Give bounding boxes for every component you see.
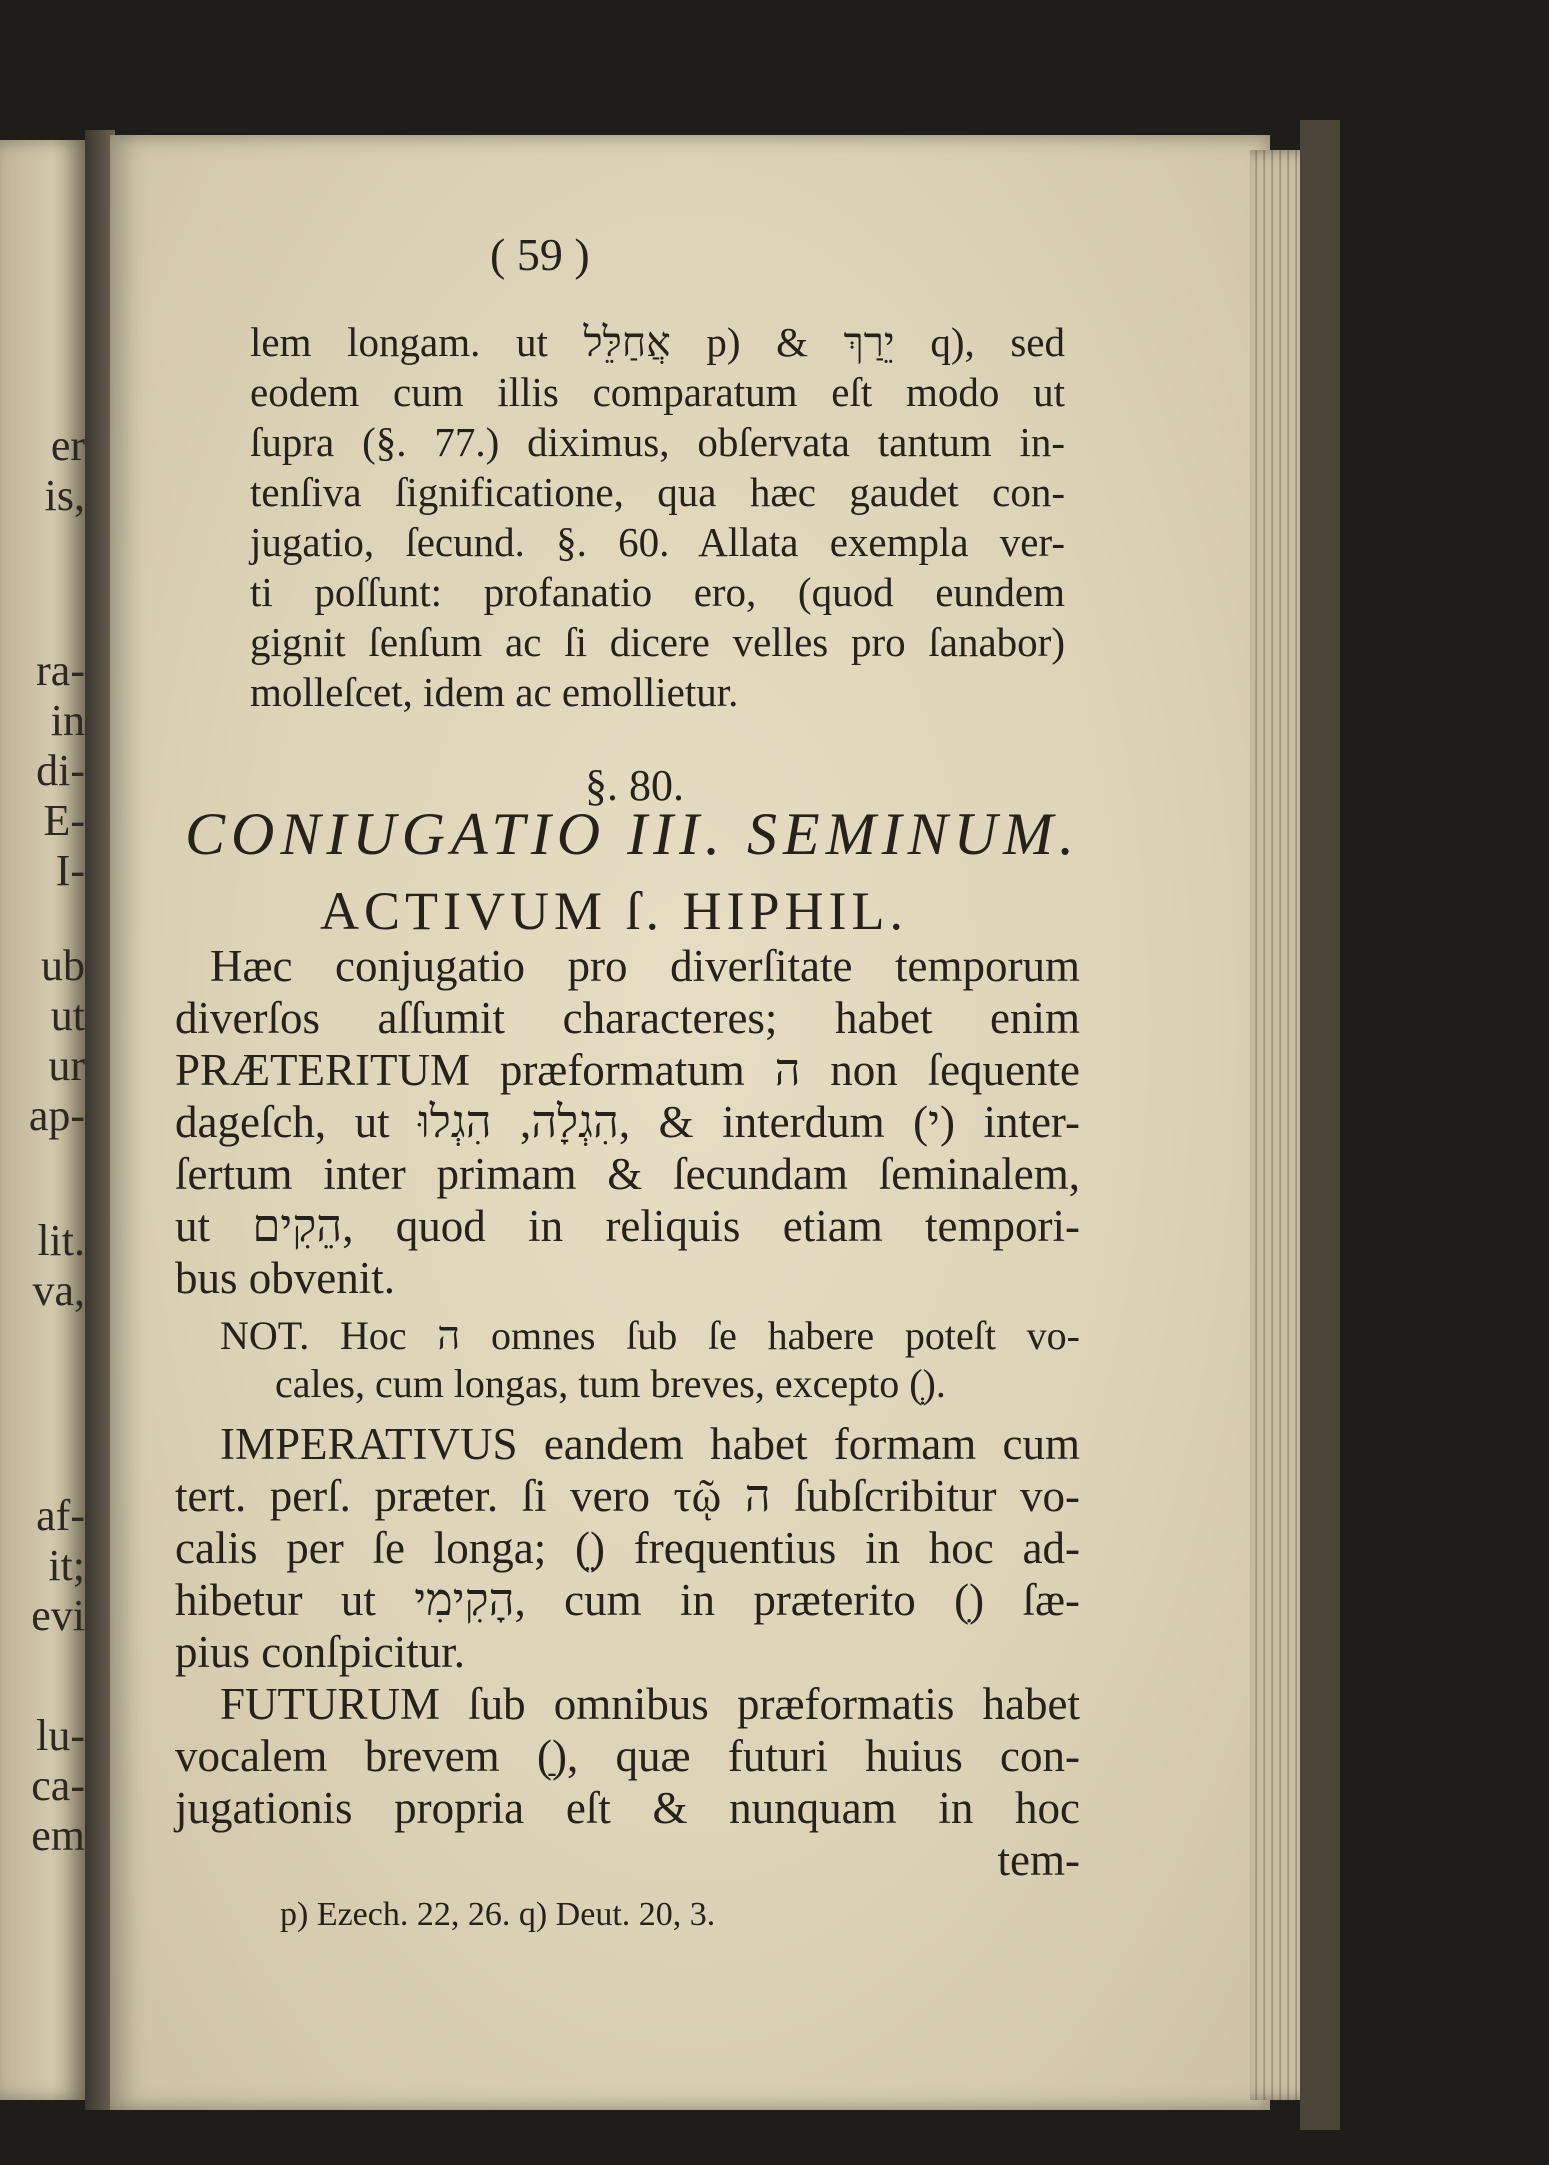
left-fragment: ra- (36, 646, 85, 695)
text-line: jugationis propria eſt & nunquam in hoc (175, 1783, 1080, 1833)
text-line: eodem cum illis comparatum eſt modo ut (250, 369, 1065, 415)
text-line: FUTURUM ſub omnibus præformatis habet (220, 1679, 1080, 1729)
left-fragment: er (50, 421, 85, 470)
section-number: §. 80. (585, 761, 684, 810)
text-line: jugatio, ſecund. §. 60. Allata exempla ver- (250, 519, 1065, 565)
footnotes: p) Ezech. 22, 26. q) Deut. 20, 3. (280, 1896, 716, 1933)
left-fragment: E- (43, 796, 85, 845)
text-line: molleſcet, idem ac emollietur. (250, 669, 739, 715)
text-line: hibetur ut הָקִימִי, cum in præterito (ִ) ſæ- (175, 1575, 1080, 1625)
text-line: ſertum inter primam & ſecundam ſeminalem, (175, 1149, 1080, 1199)
book-cover-edge (1300, 120, 1340, 2130)
left-fragment: is, (44, 471, 85, 520)
text-line: tert. perſ. præter. ſi vero τῷ ה ſubſcribitur vo- (175, 1471, 1080, 1521)
text-line: calis per ſe longa; (ֵ) frequentius in hoc ad- (175, 1523, 1080, 1573)
text-line: bus obvenit. (175, 1253, 395, 1303)
left-fragment: va, (32, 1266, 85, 1315)
left-fragment: af- (36, 1491, 85, 1540)
left-fragment: ub (41, 941, 85, 990)
catchword: tem- (997, 1835, 1080, 1885)
section-subheading: ACTIVUM ſ. HIPHIL. (320, 881, 908, 941)
text-line: ut הֵקִים, quod in reliquis etiam tempori- (175, 1201, 1080, 1251)
text-line: ti poſſunt: profanatio ero, (quod eundem (250, 569, 1065, 615)
left-fragment: lit. (37, 1216, 85, 1265)
text-line: ſupra (§. 77.) diximus, obſervata tantum in- (250, 419, 1065, 465)
left-fragment: lu- (36, 1711, 85, 1760)
left-fragment: ca- (31, 1761, 85, 1810)
section-heading: CONIUGATIO III. SEMINUM. (185, 801, 1080, 867)
left-fragment: evi (31, 1591, 85, 1640)
text-line: PRÆTERITUM præformatum ה non ſequente (175, 1045, 1080, 1095)
text-line: tenſiva ſignificatione, qua hæc gaudet con- (250, 469, 1065, 515)
text-line: pius conſpicitur. (175, 1627, 465, 1677)
left-fragment: I- (55, 846, 85, 895)
left-fragment: ut (50, 991, 85, 1040)
text-line: diverſos aſſumit characteres; habet enim (175, 993, 1080, 1043)
left-fragment: em (31, 1811, 85, 1860)
page-number: ( 59 ) (490, 229, 590, 280)
text-line: IMPERATIVUS eandem habet formam cum (220, 1419, 1080, 1469)
left-fragment: it; (48, 1541, 85, 1590)
left-page (0, 140, 85, 2100)
text-line: vocalem brevem (ַ), quæ futuri huius con- (175, 1731, 1080, 1781)
note-line: cales, cum longas, tum breves, excepto (ְ). (275, 1361, 946, 1406)
text-line: lem longam. ut אֲחַלֵּל p) & יֵרַךְ q), sed (250, 319, 1065, 365)
left-fragment: ur (48, 1041, 85, 1090)
left-fragment: in (50, 696, 85, 745)
text-line: Hæc conjugatio pro diverſitate temporum (210, 941, 1080, 991)
text-line: dageſch, ut הִגְלָה, הִגְלוּ, & interdum (י) inter- (175, 1097, 1080, 1147)
note-line: NOT. Hoc ה omnes ſub ſe habere poteſt vo- (220, 1313, 1080, 1358)
left-fragment: di- (36, 746, 85, 795)
text-line: gignit ſenſum ac ſi dicere velles pro ſanabor) (250, 619, 1065, 665)
left-fragment: ap- (28, 1091, 85, 1140)
